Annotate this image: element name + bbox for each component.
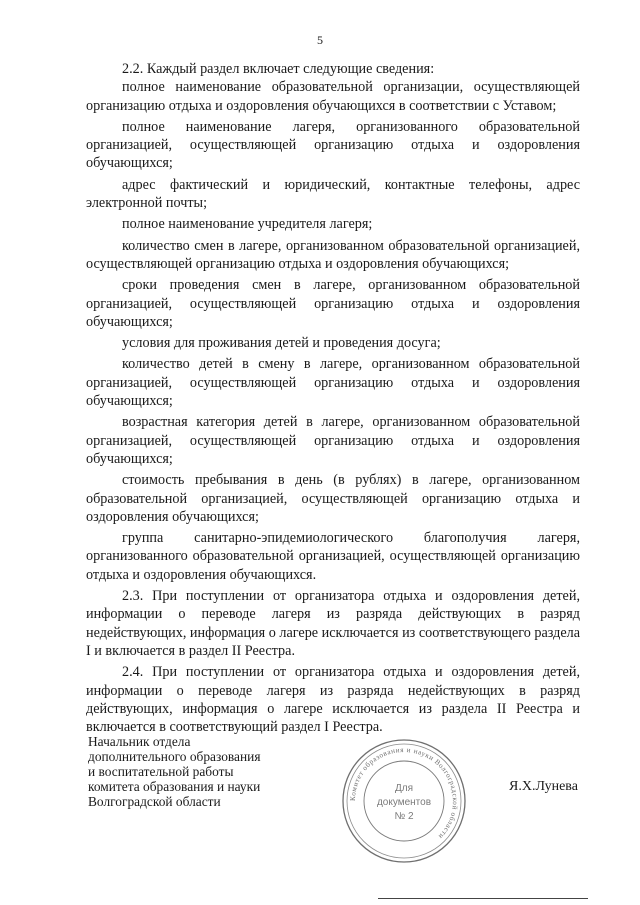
list-item: стоимость пребывания в день (в рублях) в лагере, организованном образовательной организацией, осуществляющей организацию отдыха и оздоровления обучающихся; [86, 472, 580, 525]
list-item: сроки проведения смен в лагере, организованном образовательной организацией, осуществляющей организацию отдыха и оздоровления обучающихся; [86, 277, 580, 330]
list-item: количество смен в лагере, организованном образовательной организацией, осуществляющей организацию отдыха и оздоровления обучающихся; [86, 237, 580, 272]
list-item: группа санитарно-эпидемиологического благополучия лагеря, организованного образовательной организацией, осуществляющей организацию отдыха и оздоровления обучающихся. [86, 530, 580, 583]
signer-name: Я.Х.Лунева [509, 779, 578, 794]
stamp-line-3: № 2 [394, 811, 414, 822]
document-body [86, 60, 580, 736]
official-stamp [340, 737, 468, 865]
list-item: полное наименование образовательной организации, осуществляющей организацию отдыха и оздоровления обучающихся в соответствии с Уставом; [86, 79, 580, 114]
signer-position-line: и воспитательной работы [88, 764, 234, 779]
signer-position-line: комитета образования и науки [88, 779, 261, 794]
stamp-line-2: документов [376, 797, 432, 808]
section-2-3: 2.3. При поступлении от организатора отдыха и оздоровления детей, информации о переводе лагеря из разряда действующих в разряд недействующих, информация о лагере исключается из соответствующего раздела I и включается в раздел II Реестра. [86, 588, 580, 659]
signer-position-line: Начальник отдела [88, 734, 191, 749]
list-item: количество детей в смену в лагере, организованном образовательной организацией, осуществляющей организацию отдыха и оздоровления обучающихся; [86, 356, 580, 410]
section-heading-2-2: 2.2. Каждый раздел включает следующие сведения: [122, 61, 435, 77]
stamp-line-1: Для [394, 783, 414, 794]
footer-rule [378, 898, 588, 899]
signer-position-line: дополнительного образования [88, 749, 261, 764]
signature-block [88, 734, 261, 809]
page-number: 5 [317, 33, 323, 47]
section-2-4: 2.4. При поступлении от организатора отдыха и оздоровления детей, информации о переводе лагеря из разряда недействующих в разряд действующих, информация о лагере исключается из раздела II Реестра и включается в соответствующий раздел I Реестра. [86, 664, 580, 736]
list-item: возрастная категория детей в лагере, организованном образовательной организацией, осуществляющей организацию отдыха и оздоровления обучающихся; [86, 414, 580, 467]
list-item: условия для проживания детей и проведения досуга; [122, 335, 441, 352]
list-item: полное наименование лагеря, организованного образовательной организацией, осуществляющей организацию отдыха и оздоровления обучающихся; [86, 118, 580, 172]
stamp-ring-text: Комитет образования и науки Волгоградской области [348, 745, 460, 841]
list-item: адрес фактический и юридический, контактные телефоны, адрес электронной почты; [86, 176, 580, 212]
signer-position-line: Волгоградской области [88, 794, 221, 809]
list-item: полное наименование учредителя лагеря; [122, 216, 373, 233]
